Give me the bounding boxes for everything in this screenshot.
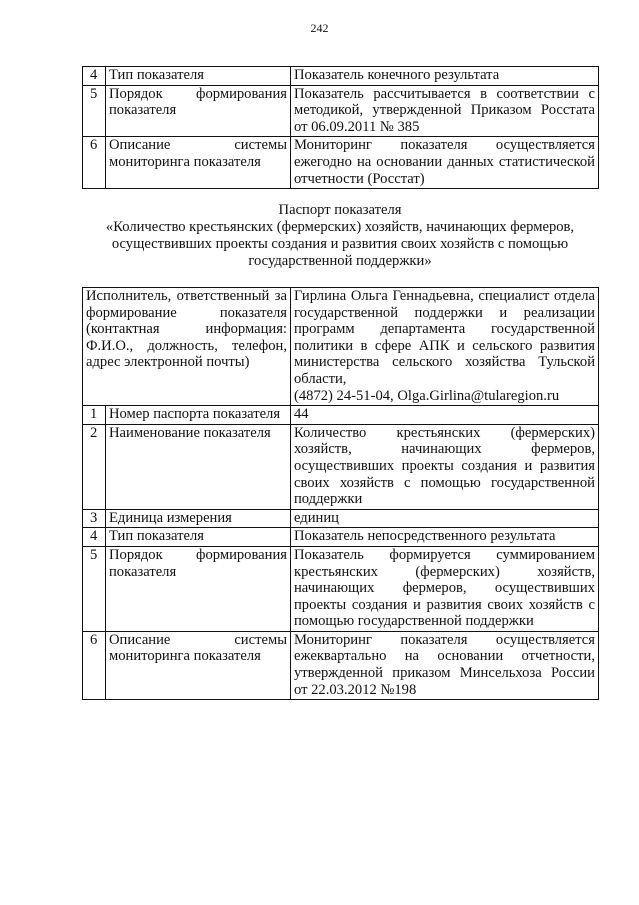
table-row bbox=[83, 137, 599, 189]
row-value: 44 bbox=[291, 406, 599, 425]
row-value: Мониторинг показателя осуществляется ежеквартально на основании отчетности, утвержденной приказом Минсельхоза России от 22.03.2012 №198 bbox=[291, 631, 599, 699]
row-number: 4 bbox=[83, 67, 106, 86]
row-label: Единица измерения bbox=[106, 509, 291, 528]
table-row bbox=[83, 509, 599, 528]
passport-subtitle-line: осуществивших проекты создания и развития своих хозяйств с помощью bbox=[111, 236, 569, 252]
table-row-executor bbox=[83, 288, 599, 406]
row-number: 2 bbox=[83, 424, 106, 509]
passport-title: Паспорт показателя bbox=[278, 202, 402, 218]
table-row bbox=[83, 406, 599, 425]
passport-heading bbox=[82, 202, 598, 270]
row-value: единиц bbox=[291, 509, 599, 528]
row-number: 5 bbox=[83, 85, 106, 137]
passport-subtitle-line: «Количество крестьянских (фермерских) хозяйств, начинающих фермеров, bbox=[105, 219, 575, 235]
executor-contact: (4872) 24-51-04, Olga.Girlina@tularegion.ru bbox=[294, 387, 560, 404]
executor-label: Исполнитель, ответственный за формирование показателя (контактная информация: Ф.И.О., должность, телефон, адрес электронной почты) bbox=[83, 288, 291, 406]
row-label: Тип показателя bbox=[106, 67, 291, 86]
row-label: Описание системы мониторинга показателя bbox=[106, 631, 291, 699]
row-value: Показатель рассчитывается в соответствии с методикой, утвержденной Приказом Росстата от 06.09.2011 № 385 bbox=[291, 85, 599, 137]
page-number: 242 bbox=[310, 21, 329, 35]
executor-details: Гирлина Ольга Геннадьевна, специалист отдела государственной поддержки и реализации программ департамента государственной политики в сфере АПК и сельского развития министерства сельского хозяйства Тульской области, bbox=[294, 288, 595, 387]
row-value: Количество крестьянских (фермерских) хозяйств, начинающих фермеров, осуществивших проекты создания и развития своих хозяйств с помощью государственной поддержки bbox=[291, 424, 599, 509]
row-number: 6 bbox=[83, 631, 106, 699]
executor-value bbox=[291, 288, 599, 406]
top-indicator-table bbox=[82, 66, 599, 189]
row-value: Показатель формируется суммированием крестьянских (фермерских) хозяйств, начинающих фермеров, осуществивших проекты создания и развития своих хозяйств с помощью государственной поддержки bbox=[291, 546, 599, 631]
row-number: 6 bbox=[83, 137, 106, 189]
passport-table bbox=[82, 287, 599, 700]
table-row bbox=[83, 424, 599, 509]
row-value: Мониторинг показателя осуществляется ежегодно на основании данных статистической отчетности (Росстат) bbox=[291, 137, 599, 189]
row-number: 4 bbox=[83, 528, 106, 547]
row-label: Описание системы мониторинга показателя bbox=[106, 137, 291, 189]
table-row bbox=[83, 85, 599, 137]
passport-subtitle-line: государственной поддержки» bbox=[248, 253, 432, 269]
row-number: 1 bbox=[83, 406, 106, 425]
row-value: Показатель непосредственного результата bbox=[291, 528, 599, 547]
table-row bbox=[83, 546, 599, 631]
row-label: Порядок формирования показателя bbox=[106, 85, 291, 137]
row-label: Порядок формирования показателя bbox=[106, 546, 291, 631]
table-row bbox=[83, 528, 599, 547]
row-value: Показатель конечного результата bbox=[291, 67, 599, 86]
table-row bbox=[83, 631, 599, 699]
row-label: Тип показателя bbox=[106, 528, 291, 547]
table-row bbox=[83, 67, 599, 86]
row-label: Наименование показателя bbox=[106, 424, 291, 509]
row-label: Номер паспорта показателя bbox=[106, 406, 291, 425]
row-number: 5 bbox=[83, 546, 106, 631]
row-number: 3 bbox=[83, 509, 106, 528]
